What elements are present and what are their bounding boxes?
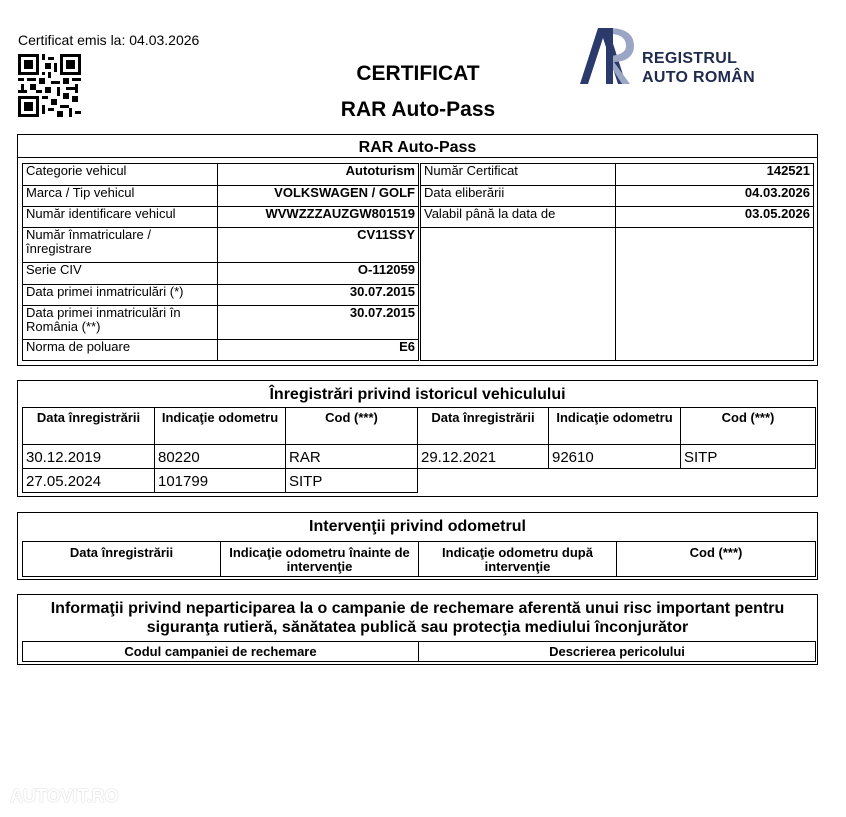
history-date: 27.05.2024 xyxy=(23,469,155,493)
col-header: Indicaţie odometru xyxy=(155,408,286,445)
row-value: VOLKSWAGEN / GOLF xyxy=(218,186,419,207)
table-header-row xyxy=(23,542,816,577)
row-value: 30.07.2015 xyxy=(218,285,419,306)
row-label: Norma de poluare xyxy=(23,340,218,361)
row-value: O-112059 xyxy=(218,263,419,285)
row-value: 142521 xyxy=(616,164,814,186)
row-label: Data eliberării xyxy=(421,186,616,207)
row-value: 30.07.2015 xyxy=(218,306,419,340)
row-label: Categorie vehicul xyxy=(23,164,218,186)
table-header-row xyxy=(23,642,816,662)
rar-logo xyxy=(578,24,768,88)
col-header: Cod (***) xyxy=(286,408,418,445)
row-label: Număr înmatriculare / înregistrare xyxy=(23,228,218,263)
col-header: Cod (***) xyxy=(617,542,816,577)
col-header: Codul campaniei de rechemare xyxy=(23,642,419,662)
page-title: CERTIFICAT xyxy=(356,62,480,85)
col-header: Indicaţie odometru după intervenţie xyxy=(419,542,617,577)
campaigns-section xyxy=(17,594,818,665)
vehicle-left-table xyxy=(22,163,419,361)
campaigns-table xyxy=(22,641,816,662)
empty-cell xyxy=(549,469,681,493)
table-row xyxy=(23,263,419,285)
table-row xyxy=(23,285,419,306)
history-date: 29.12.2021 xyxy=(418,445,549,469)
empty-cell xyxy=(418,469,549,493)
interventions-section-title: Intervenţii privind odometrul xyxy=(309,518,526,535)
col-header: Data înregistrării xyxy=(418,408,549,445)
row-label: Număr Certificat xyxy=(421,164,616,186)
table-header-row xyxy=(23,408,816,445)
col-header: Indicaţie odometru xyxy=(549,408,681,445)
col-header: Data înregistrării xyxy=(23,408,155,445)
history-odometer: 101799 xyxy=(155,469,286,493)
issued-date-label: Certificat emis la: 04.03.2026 xyxy=(18,32,200,48)
history-odometer: 92610 xyxy=(549,445,681,469)
row-value: 04.03.2026 xyxy=(616,186,814,207)
history-code: SITP xyxy=(681,445,816,469)
table-row xyxy=(23,306,419,340)
vehicle-section-title: RAR Auto-Pass xyxy=(18,135,817,158)
logo-line-2: AUTO ROMÂN xyxy=(642,69,755,86)
rar-logo-icon xyxy=(578,24,636,88)
history-section xyxy=(17,380,818,497)
row-value: WVWZZZAUZGW801519 xyxy=(218,207,419,228)
row-label: Marca / Tip vehicul xyxy=(23,186,218,207)
table-row xyxy=(23,228,419,263)
logo-line-1: REGISTRUL xyxy=(642,50,738,67)
interventions-table xyxy=(22,541,816,577)
row-value: E6 xyxy=(218,340,419,361)
table-row xyxy=(23,445,816,469)
table-row xyxy=(23,186,419,207)
table-row xyxy=(421,164,814,186)
table-row xyxy=(23,207,419,228)
empty-cell xyxy=(421,228,616,361)
col-header: Data înregistrării xyxy=(23,542,221,577)
history-odometer: 80220 xyxy=(155,445,286,469)
history-section-title: Înregistrări privind istoricul vehiculului xyxy=(269,386,566,403)
table-row xyxy=(421,207,814,228)
row-value: 03.05.2026 xyxy=(616,207,814,228)
history-code: SITP xyxy=(286,469,418,493)
empty-cell xyxy=(616,228,814,361)
col-header: Descrierea pericolului xyxy=(419,642,816,662)
vehicle-section xyxy=(17,134,818,366)
row-label: Data primei inmatriculări în România (**) xyxy=(23,306,218,340)
table-row xyxy=(23,164,419,186)
history-table xyxy=(22,407,816,493)
col-header: Cod (***) xyxy=(681,408,816,445)
row-label: Valabil până la data de xyxy=(421,207,616,228)
table-row xyxy=(23,469,816,493)
history-date: 30.12.2019 xyxy=(23,445,155,469)
empty-cell xyxy=(681,469,816,493)
row-label: Număr identificare vehicul xyxy=(23,207,218,228)
col-header: Indicaţie odometru înainte de intervenţie xyxy=(221,542,419,577)
vehicle-right-table xyxy=(420,163,814,361)
row-value: Autoturism xyxy=(218,164,419,186)
table-row xyxy=(23,340,419,361)
page-subtitle: RAR Auto-Pass xyxy=(340,98,496,121)
row-label: Serie CIV xyxy=(23,263,218,285)
history-code: RAR xyxy=(286,445,418,469)
watermark: AUTOVIT.RO xyxy=(10,786,119,806)
campaigns-section-title: Informaţii privind neparticiparea la o campanie de rechemare aferentă unui risc important pentru siguranţa rutieră, sănătatea publică sau protecţia mediului înconjurător xyxy=(50,600,785,636)
row-label: Data primei inmatriculări (*) xyxy=(23,285,218,306)
table-row-empty xyxy=(421,228,814,361)
interventions-section xyxy=(17,512,818,580)
row-value: CV11SSY xyxy=(218,228,419,263)
table-row xyxy=(421,186,814,207)
